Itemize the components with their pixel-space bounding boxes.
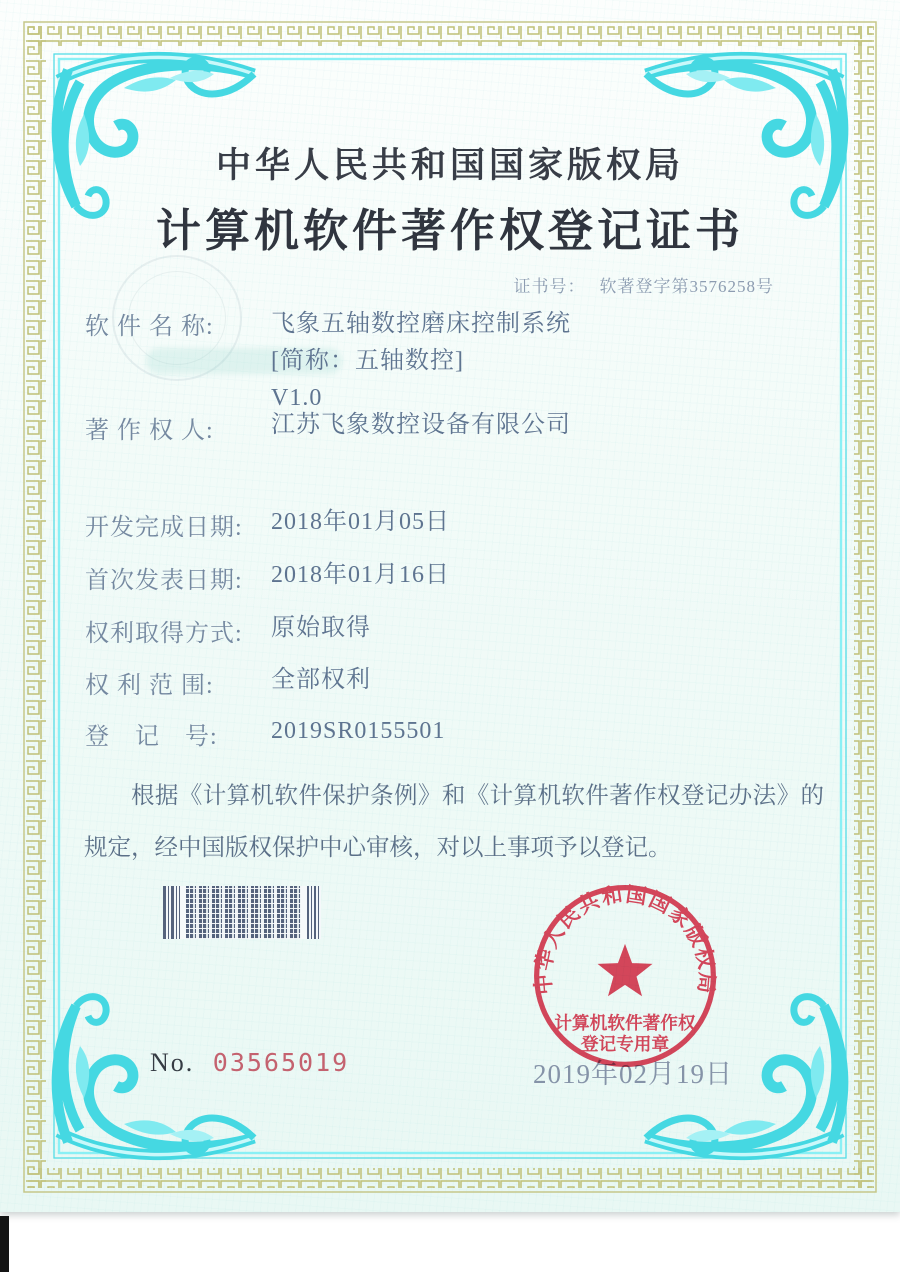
registration-statement: 根据《计算机软件保护条例》和《计算机软件著作权登记办法》的规定，经中国版权保护中心审核，对以上事项予以登记。 (84, 783, 824, 861)
field-rights-scope (85, 665, 371, 700)
field-label: 权 利 范 围: (85, 673, 214, 699)
rights-scope: 全部权利 (271, 667, 371, 693)
serial-prefix: No. (150, 1048, 195, 1077)
field-label: 开发完成日期: (85, 515, 243, 541)
seal-line1: 计算机软件著作权 (554, 1013, 696, 1034)
software-version: V1.0 (271, 385, 323, 411)
scan-edge-artifact (0, 1216, 9, 1272)
issuing-authority: 中华人民共和国国家版权局 (215, 146, 684, 185)
barcode-image (163, 886, 321, 939)
issue-date: 2019年02月19日 (533, 1059, 733, 1089)
copyright-owner: 江苏飞象数控设备有限公司 (271, 412, 571, 438)
field-registration-number (85, 716, 445, 751)
field-first-publish-date (85, 560, 450, 595)
barcode-start-bars (163, 886, 180, 939)
barcode-data-region (186, 886, 301, 939)
registration-number: 2019SR0155501 (271, 718, 446, 744)
certificate-title: 计算机软件著作权登记证书 (155, 206, 744, 256)
software-short-name: [简称：五轴数控] (271, 348, 464, 374)
first-publish-date: 2018年01月16日 (271, 562, 450, 588)
official-seal (528, 878, 722, 1074)
star-icon (598, 944, 653, 996)
field-dev-complete-date (85, 507, 450, 542)
seal-ring-text: 中华人民共和国国家版权局 (530, 882, 720, 996)
field-label: 首次发表日期: (85, 568, 243, 594)
rights-acquisition: 原始取得 (271, 615, 371, 641)
certificate-number-label: 证书号： (513, 277, 586, 296)
seal-line2: 登记专用章 (580, 1033, 670, 1054)
certificate-number-value: 软著登字第3576258号 (599, 277, 774, 296)
dev-complete-date: 2018年01月05日 (271, 509, 450, 535)
field-copyright-owner (85, 410, 571, 445)
certificate-number (514, 272, 775, 297)
field-label: 权利取得方式: (85, 621, 243, 647)
field-rights-acquisition (85, 613, 371, 648)
barcode-stop-bars (307, 886, 321, 939)
field-label: 软 件 名 称: (85, 314, 214, 340)
serial-number: 03565019 (212, 1048, 350, 1077)
serial-number-line (150, 1048, 349, 1078)
field-software-name (85, 306, 571, 417)
software-name: 飞象五轴数控磨床控制系统 (271, 311, 571, 337)
field-value-block (271, 306, 571, 417)
field-label: 著 作 权 人: (85, 418, 214, 444)
field-label: 登 记 号: (85, 724, 218, 750)
